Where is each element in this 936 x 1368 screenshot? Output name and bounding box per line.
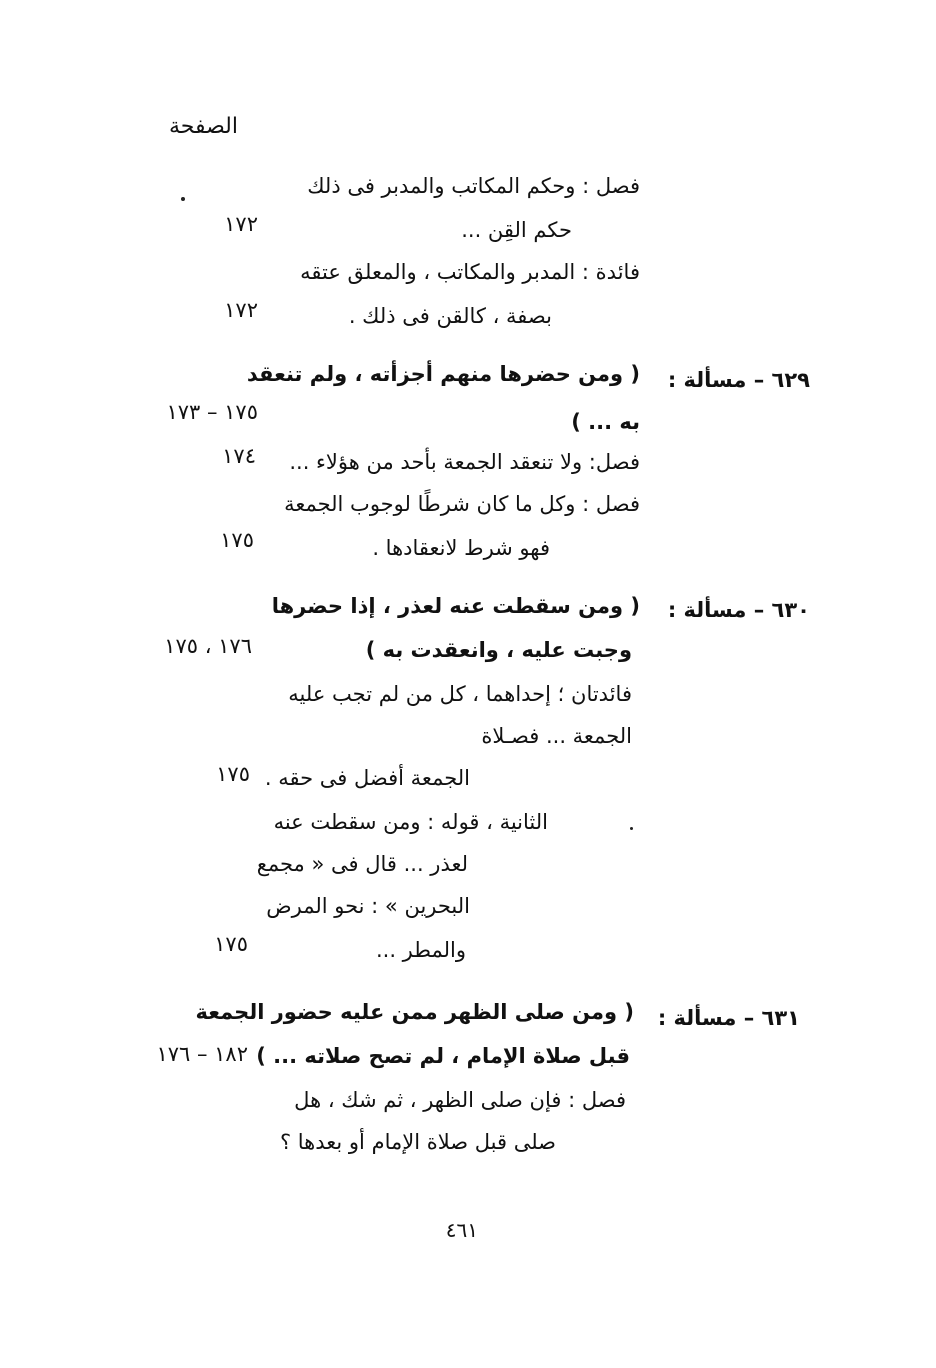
entry-line: الثانية ، قوله : ومن سقطت عنه	[273, 810, 548, 834]
entry-line: فصل : وكل ما كان شرطًا لوجوب الجمعة	[284, 492, 640, 516]
decorative-dot	[630, 827, 633, 830]
entry-line: حكم القِن ...	[461, 218, 572, 242]
issue-text: قبل صلاة الإمام ، لم تصح صلاته ... )	[256, 1044, 630, 1068]
page-ref: ١٧٢	[224, 212, 258, 236]
page-ref: ١٧٥	[214, 932, 248, 956]
issue-number: ٦٣١ – مسألة :	[657, 1006, 800, 1030]
issue-number: ٦٢٩ – مسألة :	[667, 368, 810, 392]
entry-line: الجمعة أفضل فى حقه .	[264, 766, 470, 790]
page-ref: ١٧٤	[222, 444, 256, 468]
entry-line: فصل: ولا تنعقد الجمعة بأحد من هؤلاء ...	[289, 450, 640, 474]
issue-text: ( ومن حضرها منهم أجزأته ، ولم تنعقد	[246, 362, 640, 386]
entry-line: فائدة : المدبر والمكاتب ، والمعلق عتقه	[300, 260, 640, 284]
page-column-label: الصفحة	[168, 114, 238, 139]
entry-line: لعذر ... قال فى « مجمع	[256, 852, 468, 876]
entry-line: فائدتان ؛ إحداهما ، كل من لم تجب عليه	[288, 682, 632, 706]
issue-text: وجبت عليه ، وانعقدت به )	[365, 638, 632, 662]
entry-line: بصفة ، كالقن فى ذلك .	[348, 304, 552, 328]
issue-text: ( ومن سقطت عنه لعذر ، إذا حضرها	[271, 594, 640, 618]
page-ref: ١٧٥	[220, 528, 254, 552]
decorative-dot	[181, 197, 185, 201]
entry-line: فصل : وحكم المكاتب والمدبر فى ذلك	[307, 174, 640, 198]
entry-line: البحرين » : نحو المرض	[266, 894, 470, 918]
page-ref: ١٨٢ – ١٧٦	[156, 1042, 248, 1066]
page-ref: ١٧٢	[224, 298, 258, 322]
entry-line: صلى قبل صلاة الإمام أو بعدها ؟	[279, 1130, 556, 1154]
entry-line: فهو شرط لانعقادها .	[372, 536, 550, 560]
entry-line: فصل : فإن صلى الظهر ، ثم شك ، هل	[294, 1088, 626, 1112]
page-number: ٤٦١	[445, 1218, 478, 1242]
issue-text: ( ومن صلى الظهر ممن عليه حضور الجمعة	[195, 1000, 634, 1024]
entry-line: الجمعة ... فصـلاة	[481, 724, 632, 748]
entry-line: والمطر ...	[375, 938, 466, 962]
issue-number: ٦٣٠ – مسألة :	[667, 598, 810, 622]
page-ref: ١٧٦ ، ١٧٥	[164, 634, 252, 658]
page-ref: ١٧٥	[216, 762, 250, 786]
issue-text: به ... )	[571, 410, 640, 434]
page-ref: ١٧٥ – ١٧٣	[166, 400, 258, 424]
